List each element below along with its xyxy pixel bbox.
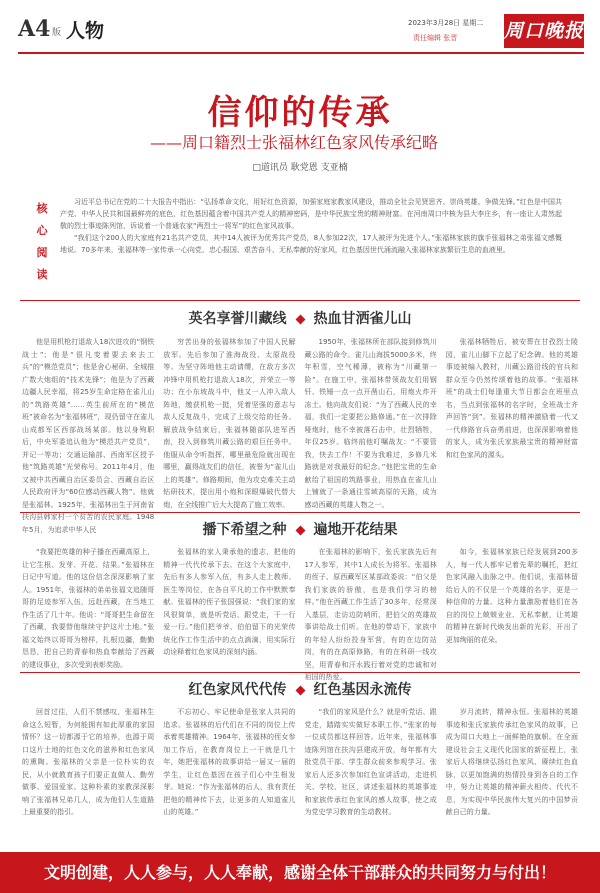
core-label-char: 读	[36, 268, 48, 281]
text-column	[446, 336, 578, 508]
diamond-icon	[295, 685, 305, 695]
text-column	[305, 706, 437, 846]
core-label-char: 核	[36, 202, 48, 215]
column-paragraph: 岁月流转，精神永恒。张福林的英雄事迹和张氏家族传承红色家风的故事，已成为周口大地上一面鲜艳的旗帜。在全面建设社会主义现代化国家的新征程上，张家后人将继续弘扬红色家风、赓续红色血脉，以更加饱满的热情投身到各自的工作中，努力让英雄的精神薪火相传、代代不息，为实现中华民族伟大复兴的中国梦贡献自己的力量。	[445, 708, 578, 816]
editor-line: 责任编辑 张晋	[413, 34, 458, 42]
header-divider	[18, 52, 584, 54]
page-header	[18, 10, 584, 50]
article-byline: □道讯员 耿党恩 支亚楠	[252, 163, 348, 173]
section-heading-right: 热血甘洒雀儿山	[313, 311, 412, 327]
core-label-char: 阅	[36, 246, 48, 259]
text-column	[446, 706, 578, 846]
text-column	[22, 336, 155, 534]
text-column	[22, 546, 154, 668]
text-column	[163, 336, 295, 508]
text-column	[305, 336, 437, 508]
column-paragraph: 如今，张福林家族已经发展到200多人，每一代人都牢记着先辈的嘱托，把红色家风融入血脉之中。他们说，张福林留给后人的不仅是一个英雄的名字，更是一种信仰的力量。这种力量激励着他们在各自的岗位上兢兢业业、无私奉献，让英雄的精神在新时代焕发出新的光彩，开出了更加绚丽的花朵。	[445, 548, 578, 644]
section-heading-2	[0, 519, 600, 539]
column-paragraph: 回首过往，人们不禁感叹，张福林生命这么短暂，为何能拥有如此厚重的家国情怀？这一切都源于它的培养，也源于周口这片土地的红色文化的滋养和红色家风的熏陶。张福林的父亲是一位朴实的农民，从小就教育孩子们要正直做人、勤劳做事、爱国爱家。这种朴素的家教深深影响了张福林兄弟几人，成为他们人生道路上最重要的指引。	[22, 708, 155, 816]
newspaper-logo: 周口晚报	[504, 14, 584, 48]
core-label-char: 心	[36, 224, 48, 237]
section-heading-left: 英名享誉川藏线	[188, 311, 287, 327]
issue-date: 2023年3月28日 星期二	[408, 19, 484, 27]
column-paragraph: 张福林牺牲后，被安葬在甘孜烈士陵园，雀儿山脚下立起了纪念碑。他的英雄事迹被编入教材，川藏公路沿线的官兵和群众至今仍然传颂着他的故事。“张福林班”的战士们每逢重大节日都会在班里点名，当点到张福林的名字时，全班战士齐声回答“到”。张福林的精神激励着一代又一代修路官兵奋勇前进，也深深影响着他的家人，成为张氏家族最宝贵的精神财富和红色家风的源头。	[445, 338, 578, 459]
column-paragraph: 穷苦出身的张福林参加了中国人民解放军。先后参加了淮海战役、太原战役等。为坚守阵地他主动请缨，在敌方多次冲锋中用机枪打退敌人18次，并荣立一等功；在小东坡战斗中，他又一人冲入敌人阵地，缴获机枪一挺，凭着坚强的意志与敌人反复战斗，完成了上级交给的任务。解放战争结束后，张福林随部队进军西南，投入到修筑川藏公路的艰巨任务中。他服从命令听指挥，哪里最危险就出现在哪里，赢得战友们的信任，被誉为“雀儿山上的英雄”。修路期间，他为攻克难关主动钻研技术，提出用小炮和深眼爆破代替大炮，在全线推广后大大提高了施工效率。	[163, 338, 296, 509]
text-column	[163, 546, 295, 668]
section-heading-left: 红色家风代代传	[188, 682, 287, 698]
article-title: 信仰的传承	[207, 93, 393, 133]
text-column	[163, 706, 295, 846]
footer-slogan: 文明创建，人人参与，人人奉献，感谢全体干部群众的共同努力与付出！	[43, 863, 556, 882]
text-column	[304, 546, 437, 681]
section-heading-right: 红色基因永流传	[313, 682, 412, 698]
diamond-icon	[295, 525, 305, 535]
text-column	[446, 546, 578, 668]
section-ban-label: 版	[52, 28, 62, 38]
column-paragraph: “我们的家风是什么？就是听党话、跟党走，踏踏实实做好本职工作。”张家的每一位成员都这样回答。近年来，张福林事迹陈列馆在扶沟县建成开放，每年都有大批党员干部、学生群众前来参观学习。张家后人还多次参加红色宣讲活动，走进机关、学校、社区，讲述张福林的英雄事迹和家族传承红色家风的感人故事，使之成为党史学习教育的生动教材。	[304, 708, 437, 816]
column-paragraph: 在张福林的影响下，张氏家族先后有17人参军，其中1人成长为将军。张福林的侄子、原西藏军区某部政委说：“伯父是我们家族的骄傲，也是我们学习的榜样。”他在西藏工作生活了30多年，经常深入基层，走访边防哨所，把伯父的英雄故事讲给战士们听。在他的带动下，家族中的年轻人纷纷投身军营，有的在边防站岗，有的在高原修路，有的在科研一线攻坚，用青春和汗水践行着对党的忠诚和对祖国的热爱。	[304, 548, 437, 681]
core-reading-text	[60, 196, 562, 256]
section-heading-left: 播下希望之种	[202, 522, 287, 538]
column-paragraph: 1950年，张福林所在部队接到修筑川藏公路的命令。雀儿山海拔5000多米，终年积雪，空气稀薄，被称为“川藏第一险”。在施工中，张福林带领战友们用钢钎、铁锤一点一点开凿山石，用炮火炸开冻土。他向战友们说：“为了西藏人民的幸福，我们一定要把公路修通。”在一次排除哑炮时，他不幸被落石击中，壮烈牺牲，年仅25岁。临终前他叮嘱战友：“不要管我，快去工作！不要为我难过，多修几米路就是对我最好的纪念。”他把宝贵的生命献给了祖国的筑路事业，用热血在雀儿山上铺就了一条通往雪域高原的天路，成为感动西藏的英雄人物之一。	[304, 338, 437, 509]
column-paragraph: “我要把英雄的种子播在西藏高原上，让它生根、发芽、开花、结果。”张福林在日记中写道。他的这份信念深深影响了家人。1951年，张福林的弟弟张福文追随哥哥的足迹参军入伍，远赴西藏，在当地工作生活了几十年。他说：“哥哥把生命留在了西藏，我要替他继续守护这片土地。”张福文始终以哥哥为榜样，扎根边疆，勤勤恳恳，把自己的青春和热血奉献给了西藏的建设事业，多次受到表彰奖励。	[22, 548, 155, 669]
section-name: 人物	[66, 20, 105, 42]
section-heading-1	[0, 308, 600, 328]
column-paragraph: 他是用机枪打退敌人18次进攻的“钢铁战士”；他是“很凡变着要去来去工兵”的“模范党员”；他是舍心秘研、全城推广数大炮组的“技术先锋”；他是为了西藏边疆人民幸福，将25岁生命定格在雀儿山的“筑路英雄”……英生前所在的“模范班”被命名为“张福林班”，现仍留守在雀儿山成都军区西部战场某部。他以身殉职后，中央军委追认他为“模范共产党员”，并记一等功；交通运输部、西南军区授予他“筑路英雄”光荣称号。2011年4月，他又被中共西藏自治区委员会、西藏自治区人民政府评为“60位感动西藏人物”。他就是张福林。1925年，张福林出生于河南省扶沟县韩家村一个贫苦的农民家庭。1948年5月，为追求中华人民	[22, 338, 155, 534]
column-paragraph: 不忘初心、牢记使命是张家人共同的追求。张福林的后代们在不同的岗位上传承着英雄精神。1964年，张福林的侄女参加工作后，在教育岗位上一干就是几十年，她把张福林的故事讲给一届又一届的学生，让红色基因在孩子们心中生根发芽。她说：“作为张福林的后人，我有责任把他的精神传下去，让更多的人知道雀儿山的英雄。”	[163, 708, 296, 816]
section-heading-right: 遍地开花结果	[313, 522, 398, 538]
section-code: A4	[18, 16, 51, 42]
section-body-3	[22, 706, 578, 846]
diamond-icon	[295, 314, 305, 324]
core-paragraph: 习近平总书记在党的二十大报告中指出：“弘扬革命文化，用好红色资源，加强家庭家教家风建设，推动全社会见贤思齐、崇尚英雄、争做先锋。”红色是中国共产党、中华人民共和国最鲜亮的底色，红色基因蕴含着中国共产党人的精神密码，是中华民族宝贵的精神财富。在河南周口中核为县大李庄乡，有一座让人肃然起敬的烈士事迹陈列馆，诉说着一个普通农家“两烈士一将军”的红色家风故事。	[60, 198, 562, 230]
section-body-2	[22, 546, 578, 681]
column-paragraph: 张福林的家人秉承他的遗志，把他的精神一代代传承下去。在这个大家庭中，先后有多人参军入伍，有多人走上教师、医生等岗位，在各自平凡的工作中默默奉献。张福林的侄子张国强说：“我们家的家风很简单，就是听党话、跟党走，干一行爱一行。”他们把爷爷、伯伯留下的光荣传统化作工作生活中的点点滴滴，用实际行动诠释着红色家风的深刻内涵。	[163, 548, 296, 656]
core-reading-label	[35, 198, 49, 286]
core-paragraph: “我们这个200人的大家庭有21名共产党员，其中14人被评为优秀共产党员，8人参加22次，17人被评为先进个人。”张福林家族的旗手张福林之弟张福文感慨地说。70多年来，张福林等一家传承一心向党、忠心报国、艰苦奋斗、无私奉献的好家风，红色基因世代涌流融入张福林家族繁衍生息的血液里。	[60, 234, 562, 254]
article-subtitle: ——周口籍烈士张福林红色家风传承纪略	[150, 133, 439, 152]
text-column	[22, 706, 154, 846]
section-heading-3	[0, 679, 600, 699]
